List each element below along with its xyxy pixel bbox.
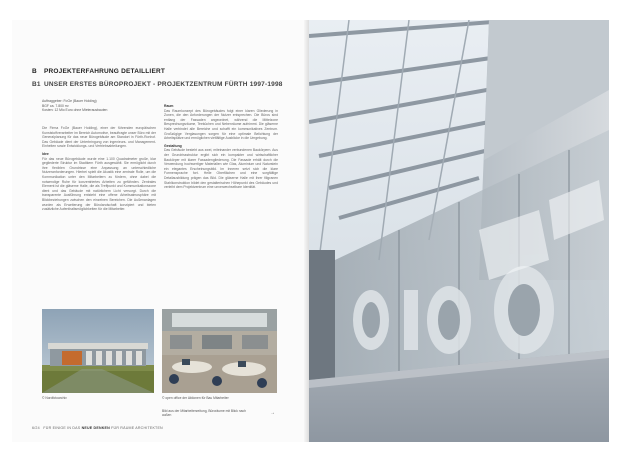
design-label: Gestaltung: [164, 143, 182, 148]
section-heading: [32, 68, 165, 75]
idea-paragraph: Für das neue Bürogebäude wurde eine 1.100 Quadratmeter große, klar gegliederte Struktur im Stadtkern Fürth ausgewählt. Sie ermöglicht durch ihre flexiblen Grundrisse eine Anpassung an unterschiedliche Nutzeranforderungen. Hierbei spielt die Akustik eine zentrale Rolle, um die Kommunikation unter den Mitarbeitern zu fördern, ohne dabei die notwendige Ruhe für konzentriertes Arbeiten zu gefährden. Zentrales Element ist die gläserne Halle, die als Treffpunkt und Kommunikationszone dient und das Gebäude mit natürlichem Licht versorgt. Durch die transparente Ausführung entsteht eine offene Arbeitsatmosphäre mit Blickbeziehungen zwischen den einzelnen Bereichen. Die Außenanlagen wurden als Erweiterung der Bürolandschaft konzipiert und bieten zusätzliche Aufenthaltsmöglichkeiten für die Mitarbeiter.: [42, 156, 156, 212]
text-column-right: [164, 102, 278, 193]
footer-suffix: FÜR RÄUME ARCHITEKTEN: [111, 426, 163, 430]
photo1-caption: © Nordfotoarchiv: [42, 396, 67, 400]
glass-hall-photo: [309, 20, 609, 442]
intro-paragraph: Die Firma FoGe (Bauer Holding), einer der führenden europäischen Kunststoffverarbeiter im Bereich Automotive, beauftragte unser Büro mit der Generalplanung für das neue Bürogebäude am Standort in Fürth-Ronhof. Das Gebäude dient der Unterbringung von ingenieurs- und Management-Einheiten sowie Entwicklungs- und Vertriebsabteilungen.: [42, 126, 156, 149]
space-paragraph: Das Raumkonzept des Bürogebäudes folgt einer klaren Gliederung in Zonen, die den Anforderungen der Nutzer entsprechen. Die Büros sind entlang der Fassaden angeordnet, während die Mittelzone Besprechungsräume, Teeküchen und Nebenräume aufnimmt. Die gläserne Halle verbindet alle Bereiche und schafft ein kommunikatives Zentrum. Großzügige Verglasungen sorgen für eine optimale Belichtung der Arbeitsplätze und ermöglichen vielfältige Ausblicke in die Umgebung.: [164, 108, 278, 141]
design-paragraph: Das Gebäude besteht aus zwei, miteinander verbundenen Baukörpern. Aus der Grundrissstruktur ergibt sich ein kompakter und wirtschaftlicher Baukörper mit klarer Fassadengliederung. Die Fassade erhält durch die Verwendung hochwertiger Materialien wie Glas, Aluminium und Naturstein ein elegantes Erscheinungsbild. Im Inneren setzt sich die klare Formensprache fort. Helle Oberflächen und eine sorgfältige Detailausbildung prägen das Bild. Die gläserne Halle mit ihrer filigranen Stahlkonstruktion bildet den gestalterischen Höhepunkt des Gebäudes und verleiht dem Projektzentrum eine unverwechselbare Identität.: [164, 148, 278, 190]
section-number: B: [32, 68, 37, 75]
open-office-photo: [162, 309, 277, 393]
meta-client: Auftraggeber: FoGe (Bauer Holding): [42, 99, 97, 103]
project-title: UNSER ERSTES BÜROPROJEKT - PROJEKTZENTRUM FÜRTH 1997-1998: [44, 81, 283, 88]
section-title: PROJEKTERFAHRUNG DETAILLIERT: [44, 68, 166, 75]
meta-area: BGF ca. 7.800 m²: [42, 103, 69, 108]
photo2-caption: © open office der Aktionen für Bau Mitarbeiter: [162, 396, 229, 400]
text-column-left: [42, 126, 156, 215]
space-label: Raum: [164, 104, 174, 108]
book-spread: [12, 20, 609, 442]
footer-prefix: FÜR EINIGE IN DAS: [43, 426, 81, 430]
left-page: [12, 20, 308, 442]
project-heading: [32, 81, 283, 88]
page-number: 6/24: [32, 426, 40, 430]
photo3-caption: Bild aus der Mitarbeiterzeitung, Büroräume mit Blick nach außen: [162, 409, 246, 418]
meta-cost: Kosten: 12 Mio Euro ohne Mieterausbauten: [42, 108, 108, 112]
idea-label: Idee: [42, 151, 49, 156]
project-meta: [42, 99, 152, 113]
building-exterior-photo: [42, 309, 154, 393]
project-number: B1: [32, 81, 41, 88]
arrow-right-icon: →: [270, 410, 275, 416]
page-footer: [32, 426, 163, 430]
footer-bold: NEUE DENKEN: [81, 426, 110, 430]
